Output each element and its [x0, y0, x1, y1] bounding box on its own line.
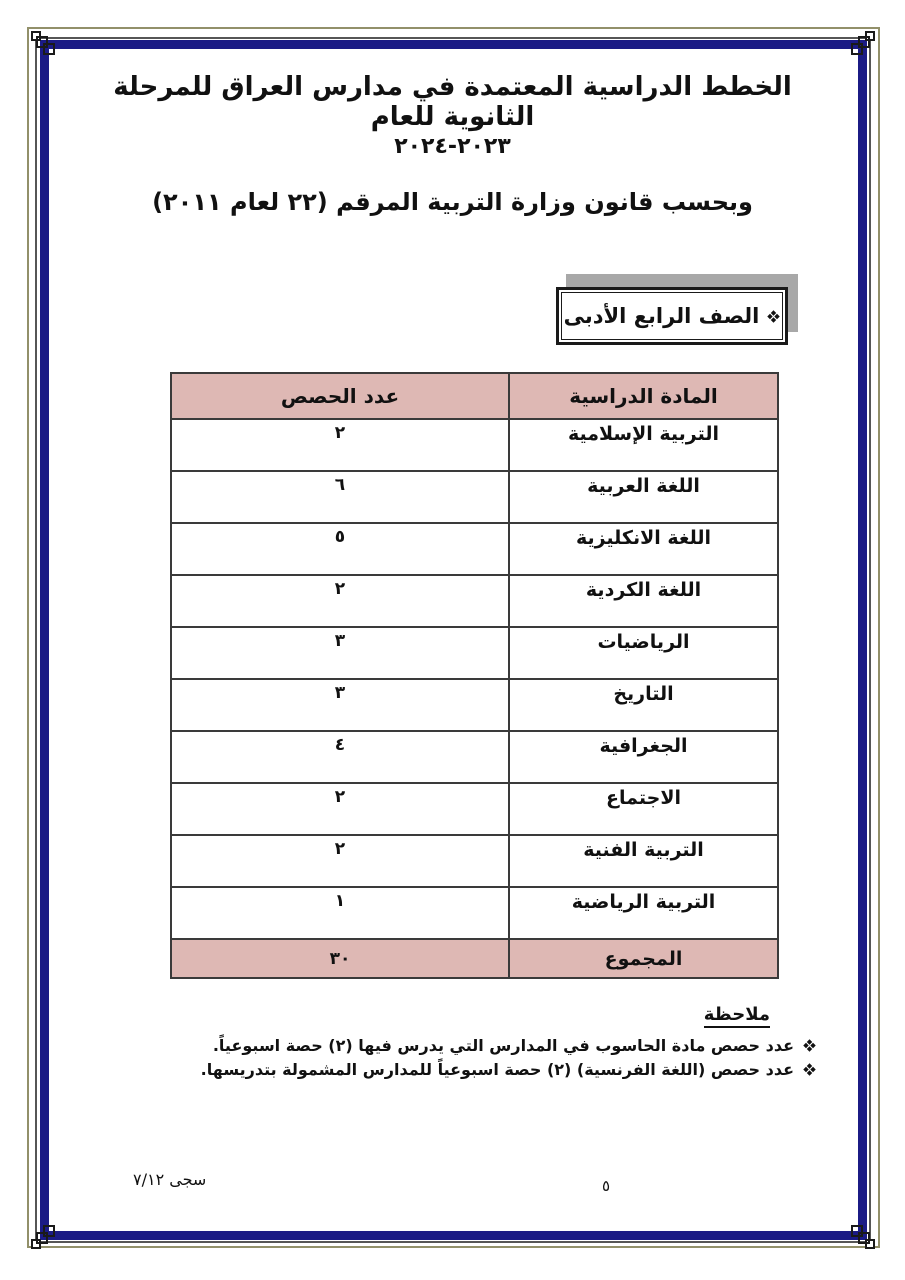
subject-cell: الاجتماع [509, 783, 778, 835]
table-row [171, 783, 778, 835]
subject-cell: اللغة الكردية [509, 575, 778, 627]
corner-ornament-icon [30, 1222, 58, 1250]
notes-heading: ملاحظة [704, 1004, 770, 1028]
academic-year: ٢٠٢٣-٢٠٢٤ [394, 134, 511, 159]
note-text: عدد حصص (اللغة الفرنسية) (٢) حصة اسبوعياً للمدارس المشمولة بتدريسها. [200, 1060, 794, 1079]
corner-ornament-icon [30, 30, 58, 58]
corner-ornament-bottom-right [848, 1222, 876, 1250]
subject-cell: التاريخ [509, 679, 778, 731]
section-title: الصف الرابع الأدبى [563, 304, 760, 328]
count-cell: ٤ [171, 731, 509, 783]
corner-ornament-bottom-left [30, 1222, 58, 1250]
table-header-row [171, 373, 778, 419]
total-count: ٣٠ [171, 939, 509, 978]
note-item [176, 1058, 816, 1082]
section-box [556, 287, 788, 345]
count-cell: ٥ [171, 523, 509, 575]
four-diamonds-bullet-icon [803, 1039, 816, 1052]
section-box-frame [561, 292, 783, 340]
subject-cell: التربية الرياضية [509, 887, 778, 939]
total-label: المجموع [509, 939, 778, 978]
subject-column-header: المادة الدراسية [509, 373, 778, 419]
subject-cell: اللغة العربية [509, 471, 778, 523]
table-row [171, 679, 778, 731]
count-cell: ٢ [171, 835, 509, 887]
page-number: ٥ [602, 1177, 611, 1195]
corner-ornament-top-left [30, 30, 58, 58]
law-reference: وبحسب قانون وزارة التربية المرقم (٢٢ لعام ٢٠١١) [152, 188, 753, 216]
total-row [171, 939, 778, 978]
subject-cell: الرياضيات [509, 627, 778, 679]
corner-ornament-icon [848, 30, 876, 58]
document-title: الخطط الدراسية المعتمدة في مدارس العراق للمرحلة الثانوية للعام [113, 72, 792, 132]
subject-cell: التربية الإسلامية [509, 419, 778, 471]
count-cell: ٦ [171, 471, 509, 523]
notes-list [176, 1034, 816, 1082]
count-cell: ٣ [171, 679, 509, 731]
count-column-header: عدد الحصص [171, 373, 509, 419]
subject-cell: الجغرافية [509, 731, 778, 783]
subjects-table [170, 372, 779, 979]
count-cell: ٢ [171, 575, 509, 627]
table-row [171, 523, 778, 575]
table-row [171, 471, 778, 523]
count-cell: ٢ [171, 419, 509, 471]
subject-cell: اللغة الانكليزية [509, 523, 778, 575]
section-bullet-slot [767, 310, 780, 323]
four-diamonds-bullet-icon [803, 1063, 816, 1076]
corner-ornament-icon [848, 1222, 876, 1250]
table-row [171, 627, 778, 679]
note-text: عدد حصص مادة الحاسوب في المدارس التي يدرس فيها (٢) حصة اسبوعياً. [212, 1036, 794, 1055]
count-cell: ٢ [171, 783, 509, 835]
four-diamonds-bullet-icon [767, 310, 780, 323]
note-item [176, 1034, 816, 1058]
footer-reference: سجى ٧/١٢ [133, 1170, 207, 1189]
table-row [171, 731, 778, 783]
table-row [171, 575, 778, 627]
subjects-table-body [171, 419, 778, 939]
subject-cell: التربية الفنية [509, 835, 778, 887]
count-cell: ١ [171, 887, 509, 939]
corner-ornament-top-right [848, 30, 876, 58]
table-row [171, 835, 778, 887]
table-row [171, 887, 778, 939]
table-row [171, 419, 778, 471]
count-cell: ٣ [171, 627, 509, 679]
